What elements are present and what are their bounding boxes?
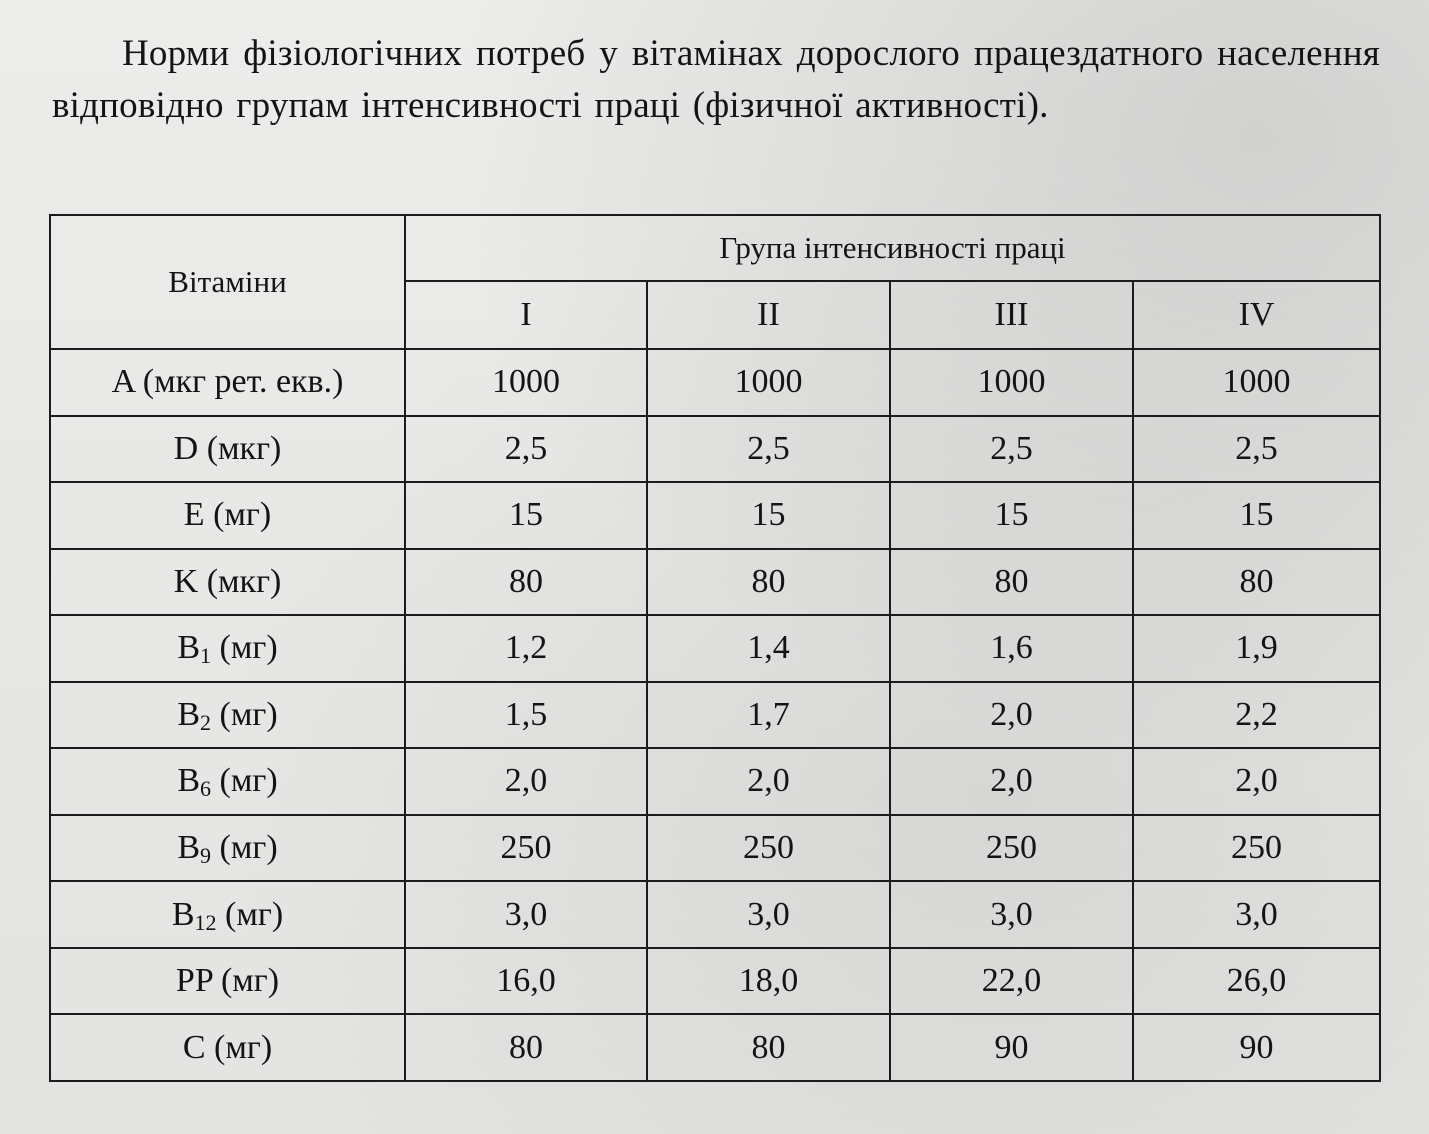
vitamin-unit: (мкг) (198, 562, 282, 600)
value-cell: 2,0 (1133, 748, 1380, 815)
value-cell: 1000 (647, 349, 890, 416)
vitamin-subscript: 2 (200, 709, 212, 735)
vitamin-letter: B (177, 828, 201, 866)
vitamin-unit: (мг) (211, 629, 278, 667)
value-cell: 90 (1133, 1014, 1380, 1081)
value-cell: 1000 (1133, 349, 1380, 416)
table-row (50, 349, 1380, 416)
vitamin-name-cell (50, 815, 405, 882)
vitamin-letter: B (177, 762, 201, 800)
vitamin-unit: (мкг) (198, 429, 282, 467)
vitamin-name-cell (50, 948, 405, 1015)
value-cell: 2,2 (1133, 682, 1380, 749)
value-cell: 16,0 (405, 948, 647, 1015)
vitamin-subscript: 6 (200, 776, 212, 802)
group-column-header: III (890, 281, 1133, 349)
vitamin-subscript: 1 (200, 643, 212, 669)
table-row (50, 815, 1380, 882)
vitamin-unit: (мг) (211, 828, 278, 866)
vitamin-name-cell (50, 615, 405, 682)
vitamin-name-cell (50, 1014, 405, 1081)
vitamin-letter: D (173, 429, 199, 467)
vitamin-letter: B (177, 629, 201, 667)
value-cell: 2,0 (405, 748, 647, 815)
vitamin-unit: (мг) (204, 496, 272, 534)
value-cell: 3,0 (1133, 881, 1380, 948)
vitamin-subscript: 9 (200, 842, 212, 868)
value-cell: 80 (405, 549, 647, 616)
vitamin-name-cell (50, 881, 405, 948)
vitamin-letter: PP (175, 962, 213, 1000)
table-row (50, 482, 1380, 549)
vitamin-letter: B (171, 895, 195, 933)
vitamin-name-cell (50, 748, 405, 815)
vitamin-letter: A (111, 363, 135, 401)
value-cell: 15 (1133, 482, 1380, 549)
table-row (50, 948, 1380, 1015)
value-cell: 1000 (405, 349, 647, 416)
value-cell: 3,0 (890, 881, 1133, 948)
value-cell: 22,0 (890, 948, 1133, 1015)
group-column-header: I (405, 281, 647, 349)
value-cell: 250 (1133, 815, 1380, 882)
value-cell: 15 (405, 482, 647, 549)
value-cell: 1,2 (405, 615, 647, 682)
value-cell: 18,0 (647, 948, 890, 1015)
value-cell: 2,0 (647, 748, 890, 815)
table-row (50, 881, 1380, 948)
value-cell: 2,0 (890, 682, 1133, 749)
value-cell: 1,9 (1133, 615, 1380, 682)
vitamin-subscript: 12 (194, 909, 217, 935)
value-cell: 2,5 (405, 416, 647, 483)
group-header: Група інтенсивності праці (405, 215, 1380, 281)
table-row (50, 682, 1380, 749)
vitamin-unit: (мг) (211, 762, 278, 800)
value-cell: 26,0 (1133, 948, 1380, 1015)
value-cell: 2,5 (1133, 416, 1380, 483)
value-cell: 2,0 (890, 748, 1133, 815)
vitamin-unit: (мг) (216, 895, 284, 933)
value-cell: 15 (647, 482, 890, 549)
table-caption: Норми фізіологічних потреб у вітамінах дорослого працездатного населення відповідно групам інтенсивності праці (фізичної активності). (52, 33, 1380, 126)
vitamin-unit: (мг) (211, 695, 278, 733)
table-row (50, 615, 1380, 682)
value-cell: 1,7 (647, 682, 890, 749)
value-cell: 250 (890, 815, 1133, 882)
table-row (50, 416, 1380, 483)
vitamin-unit: (мкг рет. екв.) (134, 363, 344, 401)
value-cell: 90 (890, 1014, 1133, 1081)
value-cell: 80 (405, 1014, 647, 1081)
vitamin-name-cell (50, 549, 405, 616)
vitamin-letter: E (183, 496, 205, 534)
value-cell: 3,0 (405, 881, 647, 948)
value-cell: 80 (647, 1014, 890, 1081)
value-cell: 1000 (890, 349, 1133, 416)
table-row (50, 549, 1380, 616)
group-column-header: II (647, 281, 890, 349)
value-cell: 1,6 (890, 615, 1133, 682)
value-cell: 3,0 (647, 881, 890, 948)
vitamin-unit: (мг) (212, 962, 280, 1000)
value-cell: 1,4 (647, 615, 890, 682)
value-cell: 250 (647, 815, 890, 882)
vitamin-letter: B (177, 695, 201, 733)
vitamin-letter: K (173, 562, 199, 600)
vitamin-unit: (мг) (205, 1028, 273, 1066)
table-row (50, 748, 1380, 815)
value-cell: 2,5 (890, 416, 1133, 483)
vitamin-norms-table (49, 214, 1381, 1082)
value-cell: 80 (1133, 549, 1380, 616)
vitamin-name-cell (50, 416, 405, 483)
table-row (50, 1014, 1380, 1081)
value-cell: 80 (890, 549, 1133, 616)
value-cell: 1,5 (405, 682, 647, 749)
vitamin-letter: C (182, 1028, 206, 1066)
value-cell: 80 (647, 549, 890, 616)
value-cell: 250 (405, 815, 647, 882)
vitamins-column-header: Вітаміни (50, 215, 405, 349)
value-cell: 15 (890, 482, 1133, 549)
group-column-header: IV (1133, 281, 1380, 349)
vitamin-name-cell (50, 482, 405, 549)
vitamin-name-cell (50, 349, 405, 416)
value-cell: 2,5 (647, 416, 890, 483)
vitamin-name-cell (50, 682, 405, 749)
